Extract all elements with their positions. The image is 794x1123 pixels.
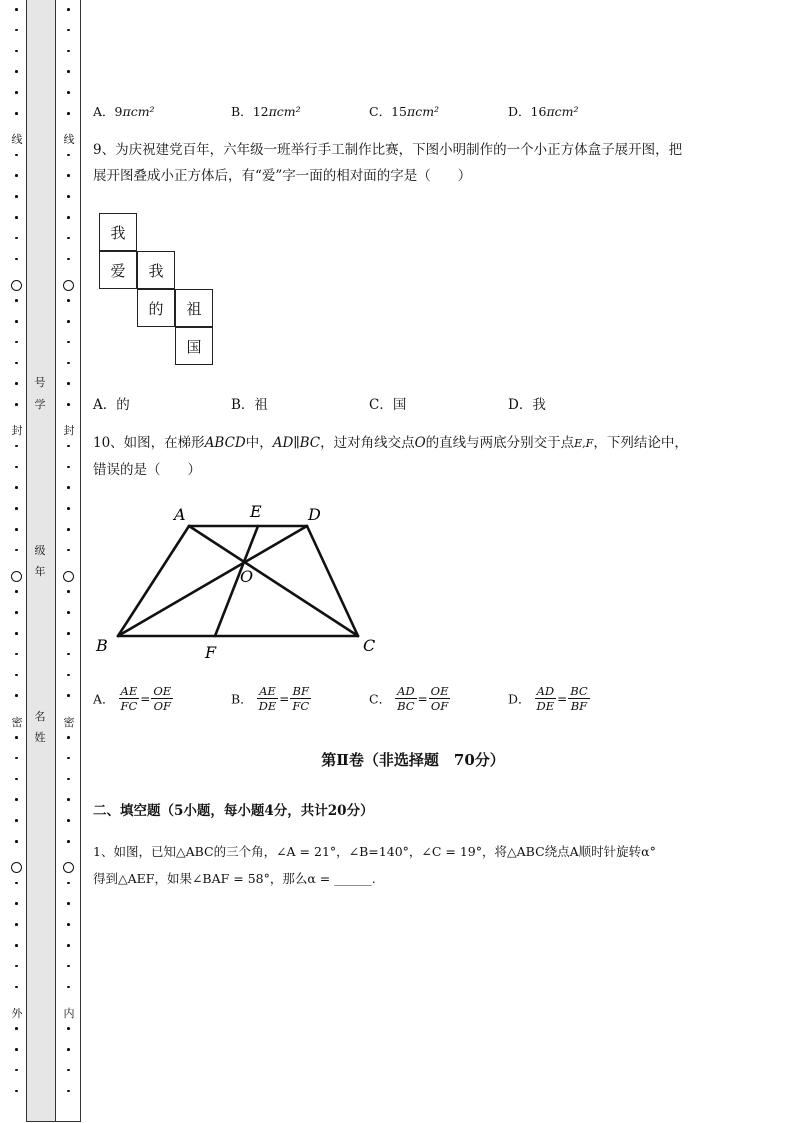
cut-dot bbox=[15, 1027, 18, 1030]
cut-dot bbox=[67, 112, 70, 115]
cut-dot bbox=[15, 694, 18, 697]
cut-dot bbox=[15, 840, 18, 843]
q10-choice-c: C． $\frac{AD}{BC}$ = $\frac{OE}{OF}$ bbox=[369, 684, 449, 713]
cut-dot bbox=[67, 299, 70, 302]
q10-question bbox=[93, 430, 743, 483]
cut-dot bbox=[67, 528, 70, 531]
q8-choice-a: A．9πcm² bbox=[93, 104, 155, 119]
q9-line2: 展开图叠成小正方体后，有“爱”字一面的相对面的字是（ ） bbox=[93, 168, 472, 184]
cut-ring bbox=[63, 280, 74, 291]
q8-choice-b: B．12πcm² bbox=[231, 104, 301, 119]
cut-dot bbox=[15, 507, 18, 510]
margin-char-mi-inner: 密 bbox=[63, 716, 75, 729]
margin-char-feng: 封 bbox=[11, 424, 23, 437]
cut-dot bbox=[67, 986, 70, 989]
margin-char-mi: 密 bbox=[11, 716, 23, 729]
label-nian: 年 bbox=[34, 565, 46, 578]
cut-dot bbox=[15, 632, 18, 635]
cut-dot bbox=[15, 736, 18, 739]
cut-dot bbox=[15, 528, 18, 531]
label-e: E bbox=[250, 502, 262, 521]
cut-dot bbox=[15, 70, 18, 73]
net-cell-wo: 我 bbox=[137, 251, 175, 289]
cut-dot bbox=[67, 819, 70, 822]
cut-dot bbox=[67, 237, 70, 240]
cut-dot bbox=[15, 403, 18, 406]
cut-dot bbox=[15, 258, 18, 261]
cut-dot bbox=[15, 216, 18, 219]
label-xing: 姓 bbox=[34, 731, 46, 744]
cut-dot bbox=[67, 1048, 70, 1051]
cut-dot bbox=[15, 674, 18, 677]
label-ji: 级 bbox=[34, 544, 46, 557]
cut-ring bbox=[11, 571, 22, 582]
cut-dot bbox=[67, 902, 70, 905]
cut-dot bbox=[67, 174, 70, 177]
cut-dot bbox=[15, 91, 18, 94]
cut-dot bbox=[15, 653, 18, 656]
cut-dot bbox=[67, 1090, 70, 1093]
q9-line1: 9、为庆祝建党百年，六年级一班举行手工制作比赛，下图小明制作的一个小正方体盒子展开图，把 bbox=[93, 142, 683, 158]
net-cell-ai: 爱 bbox=[99, 251, 137, 289]
label-xue: 学 bbox=[34, 398, 46, 411]
cut-dot bbox=[67, 486, 70, 489]
cut-dot bbox=[15, 8, 18, 11]
cut-dot bbox=[15, 320, 18, 323]
cut-dot bbox=[15, 112, 18, 115]
cut-dot bbox=[15, 195, 18, 198]
cut-dot bbox=[15, 798, 18, 801]
cut-dot bbox=[67, 549, 70, 552]
q8-choice-c: C．15πcm² bbox=[369, 104, 440, 119]
cut-dot bbox=[67, 590, 70, 593]
cut-dot bbox=[67, 50, 70, 53]
section-2-title: 第Ⅱ卷（非选择题 70分） bbox=[321, 751, 505, 769]
label-o: O bbox=[240, 567, 254, 586]
binding-strip bbox=[26, 0, 56, 1122]
label-d: D bbox=[308, 505, 321, 524]
cut-dot bbox=[15, 923, 18, 926]
cut-dot bbox=[67, 965, 70, 968]
label-f: F bbox=[205, 643, 217, 662]
margin-char-wai: 外 bbox=[11, 1007, 23, 1020]
fill-blank-question-1 bbox=[93, 838, 743, 892]
q8-choice-d: D．16πcm² bbox=[508, 104, 579, 119]
cut-dot bbox=[67, 923, 70, 926]
q9-question bbox=[93, 137, 743, 189]
cut-dot bbox=[67, 611, 70, 614]
cut-dot bbox=[67, 632, 70, 635]
q9-choice-c: C．国 bbox=[369, 397, 407, 413]
margin-char-xian-inner: 线 bbox=[63, 133, 75, 146]
cut-dot bbox=[15, 611, 18, 614]
cut-ring bbox=[11, 862, 22, 873]
cut-dot bbox=[15, 590, 18, 593]
label-a: A bbox=[174, 505, 186, 524]
net-cell-guo: 国 bbox=[175, 327, 213, 365]
cut-dot bbox=[15, 486, 18, 489]
cut-dot bbox=[15, 237, 18, 240]
cut-dot bbox=[67, 258, 70, 261]
cut-dot bbox=[67, 466, 70, 469]
net-cell-wo-top: 我 bbox=[99, 213, 137, 251]
cut-ring bbox=[63, 571, 74, 582]
cut-dot bbox=[67, 944, 70, 947]
margin-char-xian: 线 bbox=[11, 133, 23, 146]
cut-dot bbox=[15, 382, 18, 385]
cut-dot bbox=[67, 154, 70, 157]
dotted-cut-line-inner bbox=[62, 0, 76, 1123]
cut-dot bbox=[67, 757, 70, 760]
cut-dot bbox=[67, 882, 70, 885]
label-ming: 名 bbox=[34, 710, 46, 723]
cut-dot bbox=[67, 674, 70, 677]
cut-dot bbox=[15, 299, 18, 302]
cut-dot bbox=[67, 1027, 70, 1030]
label-hao: 号 bbox=[34, 376, 46, 389]
cut-ring bbox=[11, 280, 22, 291]
cut-dot bbox=[15, 819, 18, 822]
cut-dot bbox=[67, 362, 70, 365]
binding-line bbox=[80, 0, 81, 1122]
label-b: B bbox=[96, 636, 108, 655]
cut-dot bbox=[15, 154, 18, 157]
cut-dot bbox=[15, 29, 18, 32]
cut-dot bbox=[67, 1069, 70, 1072]
cut-dot bbox=[15, 50, 18, 53]
cut-dot bbox=[67, 8, 70, 11]
cut-dot bbox=[67, 778, 70, 781]
net-cell-de: 的 bbox=[137, 289, 175, 327]
cut-dot bbox=[67, 694, 70, 697]
cut-dot bbox=[67, 29, 70, 32]
trapezoid-figure bbox=[90, 495, 390, 665]
fb1-line2: 得到△AEF，如果∠BAF = 58°，那么α = ______. bbox=[93, 871, 376, 886]
cut-dot bbox=[15, 549, 18, 552]
cut-dot bbox=[67, 70, 70, 73]
cut-dot bbox=[15, 466, 18, 469]
cut-dot bbox=[15, 362, 18, 365]
cut-dot bbox=[67, 403, 70, 406]
q9-choice-a: A．的 bbox=[93, 397, 130, 413]
cut-dot bbox=[15, 1090, 18, 1093]
cut-dot bbox=[67, 320, 70, 323]
q10-choice-a: A． $\frac{AE}{FC}$ = $\frac{OE}{OF}$ bbox=[93, 684, 172, 713]
cut-dot bbox=[67, 798, 70, 801]
q10-choice-d: D． $\frac{AD}{DE}$ = $\frac{BC}{BF}$ bbox=[508, 684, 588, 713]
net-cell-zu: 祖 bbox=[175, 289, 213, 327]
cut-dot bbox=[67, 840, 70, 843]
cut-dot bbox=[15, 1048, 18, 1051]
fb1-line1: 1、如图，已知△ABC的三个角，∠A = 21°，∠B=140°，∠C = 19°，将△ABC绕点A顺时针旋转α° bbox=[93, 844, 656, 859]
cut-dot bbox=[15, 986, 18, 989]
cut-dot bbox=[15, 341, 18, 344]
cut-dot bbox=[15, 902, 18, 905]
cut-dot bbox=[15, 1069, 18, 1072]
dotted-cut-line-outer bbox=[10, 0, 24, 1123]
cut-dot bbox=[15, 757, 18, 760]
cut-dot bbox=[67, 216, 70, 219]
cut-dot bbox=[67, 736, 70, 739]
cut-dot bbox=[67, 341, 70, 344]
cut-dot bbox=[15, 965, 18, 968]
cut-dot bbox=[67, 653, 70, 656]
side-ab bbox=[118, 526, 189, 636]
cut-dot bbox=[15, 445, 18, 448]
cut-dot bbox=[15, 944, 18, 947]
q10-line2: 错误的是（ ） bbox=[93, 462, 201, 478]
cut-dot bbox=[67, 507, 70, 510]
fill-blank-title: 二、填空题（5小题，每小题4分，共计20分） bbox=[93, 803, 374, 819]
q10-line1: 10、如图，在梯形ABCD中，AD∥BC，过对角线交点O的直线与两底分别交于点E,F，下列结论中， bbox=[93, 435, 688, 451]
cut-dot bbox=[15, 882, 18, 885]
cut-dot bbox=[67, 195, 70, 198]
label-c: C bbox=[363, 636, 376, 655]
cut-dot bbox=[67, 445, 70, 448]
cut-dot bbox=[15, 174, 18, 177]
cut-dot bbox=[67, 91, 70, 94]
cut-dot bbox=[67, 382, 70, 385]
q10-choice-b: B． $\frac{AE}{DE}$ = $\frac{BF}{FC}$ bbox=[231, 684, 310, 713]
q9-choice-d: D．我 bbox=[508, 397, 546, 413]
cut-dot bbox=[15, 778, 18, 781]
margin-char-feng-inner: 封 bbox=[63, 424, 75, 437]
margin-char-nei: 内 bbox=[63, 1007, 75, 1020]
q9-choice-b: B．祖 bbox=[231, 397, 268, 413]
cut-ring bbox=[63, 862, 74, 873]
